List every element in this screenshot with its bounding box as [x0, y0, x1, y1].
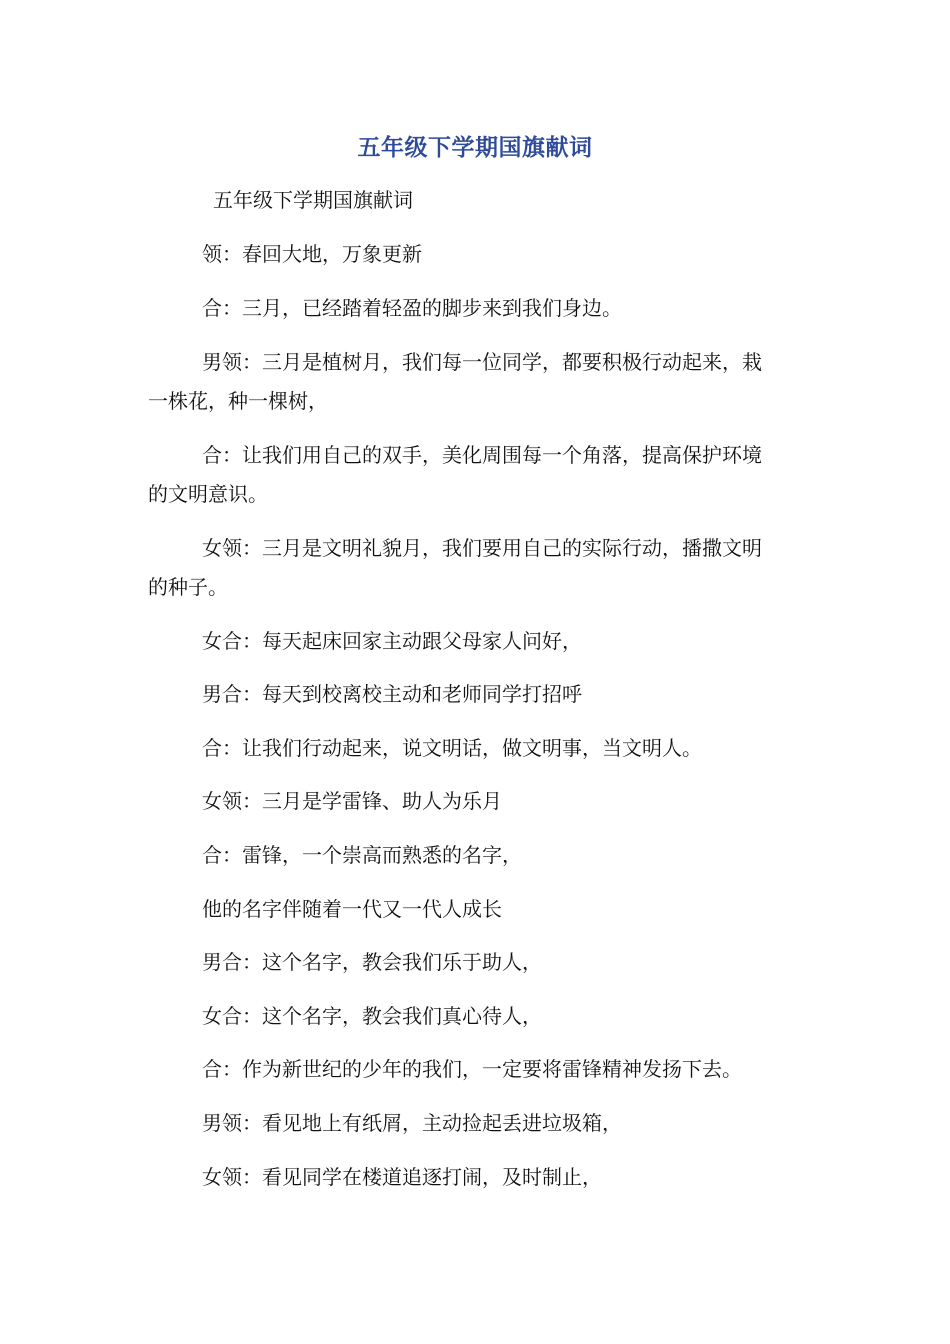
paragraph-line: 合：让我们行动起来，说文明话，做文明事，当文明人。 [202, 736, 702, 760]
paragraph-line: 男合：这个名字，教会我们乐于助人， [202, 950, 542, 974]
document-title: 五年级下学期国旗献词 [357, 135, 593, 161]
paragraph-line: 男合：每天到校离校主动和老师同学打招呼 [202, 682, 582, 706]
document-subtitle: 五年级下学期国旗献词 [213, 188, 413, 212]
paragraph-line: 合：三月，已经踏着轻盈的脚步来到我们身边。 [202, 296, 622, 320]
paragraph-line: 的种子。 [148, 575, 228, 599]
paragraph-line: 领：春回大地，万象更新 [202, 242, 422, 266]
paragraph-line: 他的名字伴随着一代又一代人成长 [202, 897, 502, 921]
paragraph-line: 女领：三月是文明礼貌月，我们要用自己的实际行动，播撒文明 [202, 536, 762, 560]
paragraph-line: 女合：这个名字，教会我们真心待人， [202, 1004, 542, 1028]
paragraph-line: 合：作为新世纪的少年的我们，一定要将雷锋精神发扬下去。 [202, 1057, 742, 1081]
paragraph-line: 女领：三月是学雷锋、助人为乐月 [202, 789, 502, 813]
paragraph-line: 女合：每天起床回家主动跟父母家人问好， [202, 629, 582, 653]
paragraph-line: 的文明意识。 [148, 482, 268, 506]
paragraph-line: 一株花，种一棵树， [148, 389, 328, 413]
paragraph-line: 女领：看见同学在楼道追逐打闹，及时制止， [202, 1165, 602, 1189]
paragraph-line: 男领：看见地上有纸屑，主动捡起丢进垃圾箱， [202, 1111, 622, 1135]
paragraph-line: 男领：三月是植树月，我们每一位同学，都要积极行动起来，栽 [202, 350, 762, 374]
paragraph-line: 合：让我们用自己的双手，美化周围每一个角落，提高保护环境 [202, 443, 762, 467]
paragraph-line: 合：雷锋，一个崇高而熟悉的名字， [202, 843, 522, 867]
